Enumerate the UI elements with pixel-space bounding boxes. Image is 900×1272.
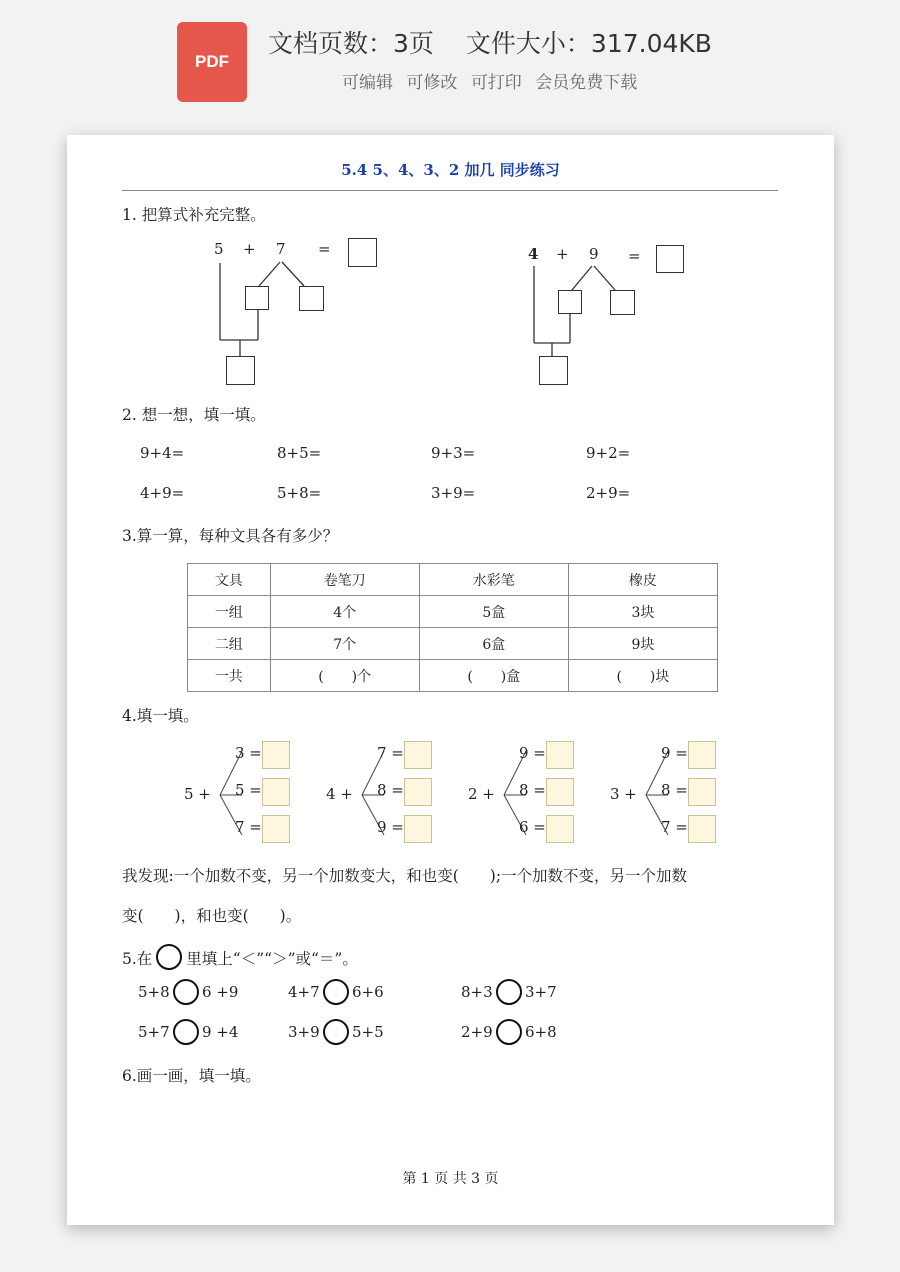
tree-addend-label: 8 = [661,781,688,799]
compare-circle[interactable] [173,1019,199,1045]
q2-expr: 8+5= [277,444,322,462]
tree-addend-label: 8 = [377,781,404,799]
compare-right-expr: 5+5 [352,1023,384,1041]
compare-left-expr: 5+7 [138,1023,170,1041]
file-info-banner [0,0,900,120]
q1-left-eq: = [318,240,331,258]
file-size: 文件大小：317.04KB [465,29,712,58]
q1-left-op: + [243,240,256,258]
compare-right-expr: 6+6 [352,983,384,1001]
q1-left-a: 5 [214,240,224,258]
tree-base-addend: 2 + [468,785,495,803]
table-cell: 一组 [188,596,271,628]
pdf-badge-label: PDF [195,52,229,71]
tree-answer-box[interactable] [546,815,574,843]
table-cell: 6盒 [419,628,568,660]
compare-left-expr: 5+8 [138,983,170,1001]
file-meta-line [268,24,712,60]
tree-addend-label: 6 = [519,818,546,836]
q1-left-b: 7 [276,240,286,258]
page-footer: 第 1 页 共 3 页 [402,1171,499,1187]
table-cell: 9块 [568,628,717,660]
q1-heading: 1. 把算式补充完整。 [122,206,266,224]
table-answer-cell[interactable]: ( )块 [568,660,717,692]
compare-right-expr: 6+8 [525,1023,557,1041]
q4-heading: 4.填一填。 [122,707,199,725]
compare-circle[interactable] [496,979,522,1005]
doc-title: 5.4 5、4、3、2 加几 同步练习 [341,161,560,179]
q1-right-op: + [556,245,569,263]
table-cell: 5盒 [419,596,568,628]
table-row [188,596,718,628]
tree-addend-label: 7 = [661,818,688,836]
table-header-row [188,564,718,596]
document-page [67,135,834,1225]
tree-addend-label: 3 = [235,744,262,762]
stationery-table [187,563,718,692]
q2-expr: 5+8= [277,484,322,502]
q2-heading: 2. 想一想，填一填。 [122,406,266,424]
tree-answer-box[interactable] [688,778,716,806]
tree-addend-label: 5 = [235,781,262,799]
q6-heading: 6.画一画，填一填。 [122,1067,261,1085]
compare-left-expr: 3+9 [288,1023,320,1041]
q2-expr: 3+9= [431,484,476,502]
pdf-file-icon [177,22,247,102]
q1-left-lines [207,260,327,390]
compare-left-expr: 2+9 [461,1023,493,1041]
title-divider [122,190,778,191]
table-header-cell: 文具 [188,564,271,596]
table-header-cell: 卷笔刀 [270,564,419,596]
table-cell: 二组 [188,628,271,660]
q2-expr: 2+9= [586,484,631,502]
tree-addend-label: 7 = [377,744,404,762]
compare-circle[interactable] [323,1019,349,1045]
q2-expr: 9+4= [140,444,185,462]
page-count: 文档页数：3页 [268,29,434,58]
q1-right-b: 9 [589,245,599,263]
table-row [188,660,718,692]
compare-circle[interactable] [496,1019,522,1045]
tree-addend-label: 7 = [235,818,262,836]
table-cell: 一共 [188,660,271,692]
q1-left-result-box[interactable] [226,356,255,385]
table-answer-cell[interactable]: ( )个 [270,660,419,692]
q1-right-answer-box[interactable] [656,245,684,273]
feature-editable: 可编辑 [342,73,393,93]
q2-expr: 9+2= [586,444,631,462]
table-cell: 3块 [568,596,717,628]
compare-circle[interactable] [323,979,349,1005]
feature-modifiable: 可修改 [406,73,458,93]
q1-left-split-box-1[interactable] [245,286,269,310]
tree-addend-label: 9 = [661,744,688,762]
q4-finding-line1: 我发现:一个加数不变，另一个加数变大，和也变( );一个加数不变，另一个加数 [122,867,688,885]
table-row [188,628,718,660]
tree-answer-box[interactable] [546,741,574,769]
table-cell: 7个 [270,628,419,660]
q1-right-a: 4 [528,245,539,263]
tree-base-addend: 5 + [184,785,211,803]
compare-left-expr: 4+7 [288,983,320,1001]
compare-right-expr: 6 +9 [202,983,239,1001]
feature-printable: 可打印 [470,73,522,93]
tree-addend-label: 9 = [519,744,546,762]
compare-left-expr: 8+3 [461,983,493,1001]
q1-right-result-box[interactable] [539,356,568,385]
q1-right-eq: = [628,247,641,265]
tree-answer-box[interactable] [404,741,432,769]
q5-heading-pre: 5.在 [122,950,153,968]
q4-finding-line2: 变( )，和也变( )。 [122,907,302,925]
table-cell: 4个 [270,596,419,628]
tree-answer-box[interactable] [262,741,290,769]
circle-icon [156,944,182,970]
feature-list [342,68,645,93]
tree-answer-box[interactable] [546,778,574,806]
q5-heading-post: 里填上“＜”“＞”或“＝”。 [186,950,358,968]
q5-heading [122,944,358,970]
tree-addend-label: 9 = [377,818,404,836]
compare-right-expr: 9 +4 [202,1023,239,1041]
tree-answer-box[interactable] [262,815,290,843]
tree-addend-label: 8 = [519,781,546,799]
q2-expr: 9+3= [431,444,476,462]
tree-base-addend: 4 + [326,785,353,803]
tree-answer-box[interactable] [404,815,432,843]
q2-expr: 4+9= [140,484,185,502]
q1-right-split-box-2[interactable] [610,290,635,315]
tree-answer-box[interactable] [262,778,290,806]
compare-circle[interactable] [173,979,199,1005]
feature-member-download: 会员免费下载 [535,73,638,93]
compare-right-expr: 3+7 [525,983,557,1001]
q1-left-split-box-2[interactable] [299,286,324,311]
q1-left-answer-box[interactable] [348,238,377,267]
tree-answer-box[interactable] [688,815,716,843]
tree-answer-box[interactable] [688,741,716,769]
q3-heading: 3.算一算，每种文具各有多少？ [122,527,339,545]
tree-answer-box[interactable] [404,778,432,806]
table-header-cell: 水彩笔 [419,564,568,596]
tree-base-addend: 3 + [610,785,637,803]
table-header-cell: 橡皮 [568,564,717,596]
table-answer-cell[interactable]: ( )盒 [419,660,568,692]
q1-right-split-box-1[interactable] [558,290,582,314]
